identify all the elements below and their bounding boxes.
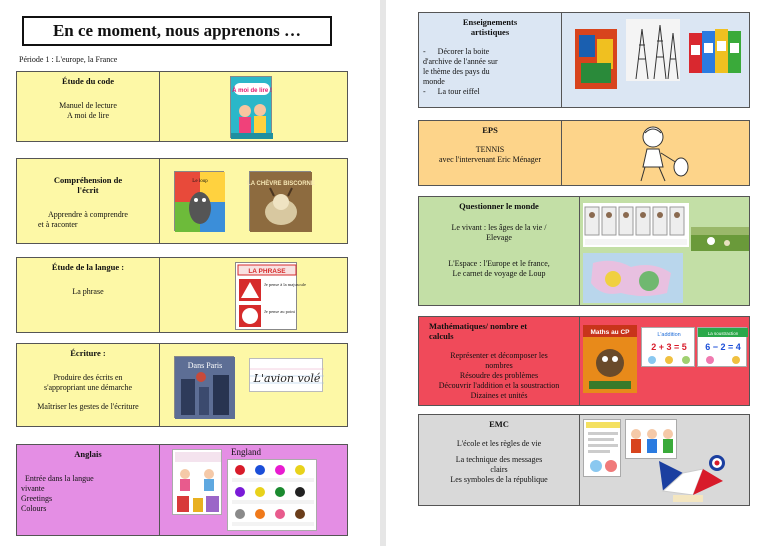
card-eps	[418, 120, 750, 186]
archive-boxes	[689, 25, 747, 75]
book-cover-loup	[174, 171, 224, 231]
card-line: Le carnet de voyage de Loup	[452, 269, 546, 278]
card-line: nombres	[485, 361, 513, 370]
card-line: avec l'intervenant Eric Ménager	[438, 155, 542, 164]
card-line: L'Espace : l'Europe et le france,	[448, 259, 550, 268]
card-emc	[418, 414, 750, 506]
card-comprehension	[16, 158, 348, 244]
card-title: Étude du code	[62, 76, 114, 86]
europe-map-globe	[583, 253, 683, 303]
book-cover-maths-au-cp	[583, 325, 637, 393]
rule-text-2: Je pense au point	[264, 309, 295, 314]
book-title-text: À moi de lire !	[232, 88, 272, 94]
card-line: - La tour eiffel	[423, 87, 480, 96]
cursive-text: L'avion volé	[253, 372, 321, 385]
card-line: Maîtriser les gestes de l'écriture	[37, 402, 139, 411]
card-line: Les symboles de la république	[450, 475, 548, 484]
card-line: Elevage	[486, 233, 512, 242]
card-etude-langue	[16, 257, 348, 333]
card-line: Apprendre à comprendre	[48, 210, 128, 219]
card-line: L'école et les règles de vie	[456, 439, 542, 448]
book-title-text: Dans Paris	[187, 361, 223, 370]
right-page	[386, 0, 768, 546]
card-line: - Décorer la boite	[423, 47, 490, 56]
card-line: Le vivant : les âges de la vie /	[451, 223, 547, 232]
card-line: d'archive de l'année sur	[423, 57, 498, 66]
card-line: vivante	[21, 484, 45, 493]
addition-poster	[641, 327, 695, 367]
eiffel-tower-drawings	[626, 19, 680, 81]
addition-equation: 2 + 3 = 5	[651, 342, 687, 352]
card-line: La technique des messages	[455, 455, 543, 464]
card-title: Compréhension de l'écrit	[53, 175, 123, 195]
card-title: EPS	[482, 125, 498, 135]
cursive-writing-sample	[249, 358, 323, 392]
card-line: Représenter et décomposer les	[450, 351, 548, 360]
colours-chart	[227, 459, 317, 531]
card-line: Dizaines et unités	[470, 391, 528, 400]
card-line: le thème des pays du	[423, 67, 490, 76]
republic-symbols	[653, 451, 733, 503]
greetings-poster	[172, 449, 222, 515]
card-line: Colours	[21, 504, 47, 513]
svg-text:Je pense à la majuscule	[264, 282, 306, 287]
addition-title: L'addition	[657, 332, 681, 338]
subtraction-title: La soustraction	[707, 331, 739, 336]
card-title: EMC	[489, 419, 509, 429]
subtraction-equation: 6 − 2 = 4	[705, 342, 741, 352]
card-etude-du-code	[16, 71, 348, 142]
card-line: Produire des écrits en	[53, 373, 123, 382]
card-ecriture	[16, 343, 348, 427]
subtraction-poster	[697, 327, 747, 367]
card-title: Questionner le monde	[459, 201, 539, 211]
card-line: Découvrir l'addition et la soustraction	[438, 381, 560, 390]
england-flag-label: England	[231, 447, 261, 457]
card-line: Manuel de lecture	[59, 101, 117, 110]
book-title-text: LA CHÈVRE BISCORNE	[247, 181, 315, 187]
card-line: clairs	[490, 465, 508, 474]
card-line: et à raconter	[38, 220, 78, 229]
painting-thumbnail	[575, 29, 617, 89]
page-title: En ce moment, nous apprenons …	[22, 16, 332, 46]
book-cover-chevre	[247, 171, 315, 231]
farm-photo	[691, 227, 749, 251]
card-line: TENNIS	[475, 145, 505, 154]
book-title-text: Maths au CP	[590, 329, 630, 336]
book-cover-a-moi-de-lire	[230, 76, 272, 138]
phrase-rule-card	[235, 262, 306, 330]
card-questionner-monde	[418, 196, 750, 306]
card-line: Résoudre des problèmes	[459, 371, 539, 380]
book-title-text: Le loup	[192, 179, 208, 184]
card-arts	[418, 12, 750, 108]
card-title: Étude de la langue :	[51, 262, 125, 272]
rule-text-1: Je pense à la majuscule	[264, 282, 306, 287]
card-line: La phrase	[72, 287, 104, 296]
card-line: Entrée dans la langue	[25, 474, 94, 483]
period-label: Période 1 : L'europe, la France	[19, 55, 118, 64]
ages-of-life-cards	[583, 203, 689, 247]
card-title: Écriture :	[70, 348, 106, 358]
tennis-player-drawing	[629, 123, 695, 185]
card-mathematiques	[418, 316, 750, 406]
card-line: A moi de lire	[67, 111, 109, 120]
class-rules-poster	[583, 419, 621, 477]
card-anglais	[16, 444, 348, 536]
card-line: monde	[423, 77, 445, 86]
left-page	[0, 0, 380, 546]
phrase-card-title: LA PHRASE	[248, 268, 286, 275]
card-line: Greetings	[21, 494, 53, 503]
svg-text:Je pense au point	[264, 309, 296, 314]
card-title: Mathématiques/ nombre et calculs	[429, 321, 528, 341]
card-line: s'appropriant une démarche	[43, 383, 133, 392]
card-title: Enseignements artistiques	[462, 17, 518, 37]
card-title: Anglais	[74, 449, 102, 459]
book-cover-dans-paris	[174, 356, 234, 418]
